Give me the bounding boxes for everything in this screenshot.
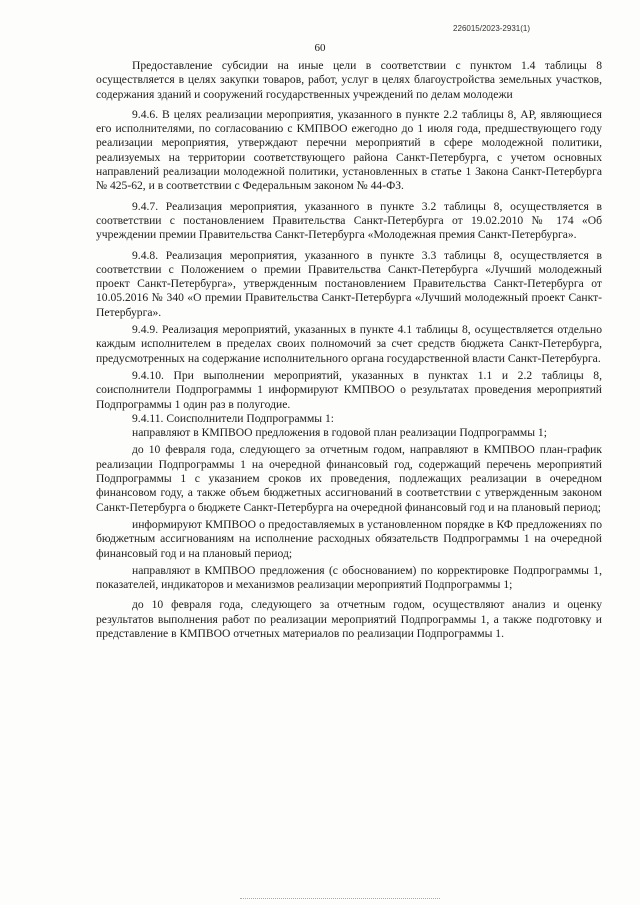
- paragraph-9-4-9: 9.4.9. Реализация мероприятий, указанных в пункте 4.1 таблицы 8, осуществляется отдельно каждым исполнителем в пределах своих полномочий за счет средств бюджета Санкт-Петербурга, предусмотренных на содержание исполнительного органа государственной власти Санкт-Петербурга.: [96, 323, 602, 365]
- paragraph-subsidy: Предоставление субсидии на иные цели в соответствии с пунктом 1.4 таблицы 8 осуществляется в целях закупки товаров, работ, услуг в целях благоустройства земельных участков, содержания зданий и сооружений государственных учреждений по делам молодежи: [96, 59, 602, 101]
- list-item-proposals-plan: направляют в КМПВОО предложения в годовой план реализации Подпрограммы 1;: [132, 426, 547, 440]
- paragraph-9-4-11: 9.4.11. Соисполнители Подпрограммы 1:: [132, 411, 334, 425]
- list-item-plan-schedule: до 10 февраля года, следующего за отчетным годом, направляют в КМПВОО план-график реализации Подпрограммы 1 на очередной финансовый год, содержащий перечень мероприятий Подпрограммы 1 с указанием сроков их проведения, подлежащих реализации в очередном финансовом году, а также объем бюджетных ассигнований в соответствии с утвержденным законом Санкт-Петербурга о бюджете Санкт-Петербурга на очередной финансовый год и на плановый период;: [96, 443, 602, 514]
- paragraph-9-4-10: 9.4.10. При выполнении мероприятий, указанных в пунктах 1.1 и 2.2 таблицы 8, соисполнители Подпрограммы 1 информируют КМПВОО о результатах проведения мероприятий Подпрограммы 1 один раз в полугодие.: [96, 368, 602, 411]
- document-body: [96, 59, 602, 641]
- document-number: 226015/2023-2931(1): [453, 24, 530, 33]
- list-item-budget-info: информируют КМПВОО о предоставляемых в установленном порядке в КФ предложениях по бюджетным ассигнованиям на исполнение расходных обязательств Подпрограммы 1 на очередной финансовый год и на плановый период;: [96, 517, 602, 560]
- list-item-adjustments: направляют в КМПВОО предложения (с обоснованием) по корректировке Подпрограммы 1, показателей, индикаторов и механизмов реализации мероприятий Подпрограммы 1;: [96, 563, 602, 592]
- scan-artifact-divider: [240, 898, 440, 901]
- list-item-analysis: до 10 февраля года, следующего за отчетным годом, осуществляют анализ и оценку результатов выполнения работ по реализации мероприятий Подпрограммы 1, а также подготовку и представление в КМПВОО отчетных материалов по реализации Подпрограммы 1.: [96, 598, 602, 640]
- page-number: 60: [314, 42, 326, 54]
- paragraph-9-4-6: 9.4.6. В целях реализации мероприятия, указанного в пункте 2.2 таблицы 8, АР, являющиеся его исполнителями, по согласованию с КМПВОО ежегодно до 1 июля года, предшествующего году реализации мероприятия, утверждают перечни мероприятий в сфере молодежной политики, реализуемых на территории соответствующего района Санкт-Петербурга, с учетом основных направлений реализации молодежной политики, установленных в статье 1 Закона Санкт-Петербурга № 425-62, и в соответствии с Федеральным законом № 44-ФЗ.: [96, 107, 602, 193]
- paragraph-9-4-8: 9.4.8. Реализация мероприятия, указанного в пункте 3.3 таблицы 8, осуществляется в соответствии с Положением о премии Правительства Санкт-Петербурга «Лучший молодежный проект Санкт-Петербурга», утвержденным постановлением Правительства Санкт-Петербурга от 10.05.2016 № 340 «О премии Правительства Санкт-Петербурга «Лучший молодежный проект Санкт-Петербурга».: [96, 248, 602, 319]
- paragraph-9-4-7: 9.4.7. Реализация мероприятия, указанного в пункте 3.2 таблицы 8, осуществляется в соответствии с постановлением Правительства Санкт-Петербурга от 19.02.2010 № 174 «Об учреждении премии Правительства Санкт-Петербурга «Молодежная премия Санкт-Петербурга».: [96, 199, 602, 242]
